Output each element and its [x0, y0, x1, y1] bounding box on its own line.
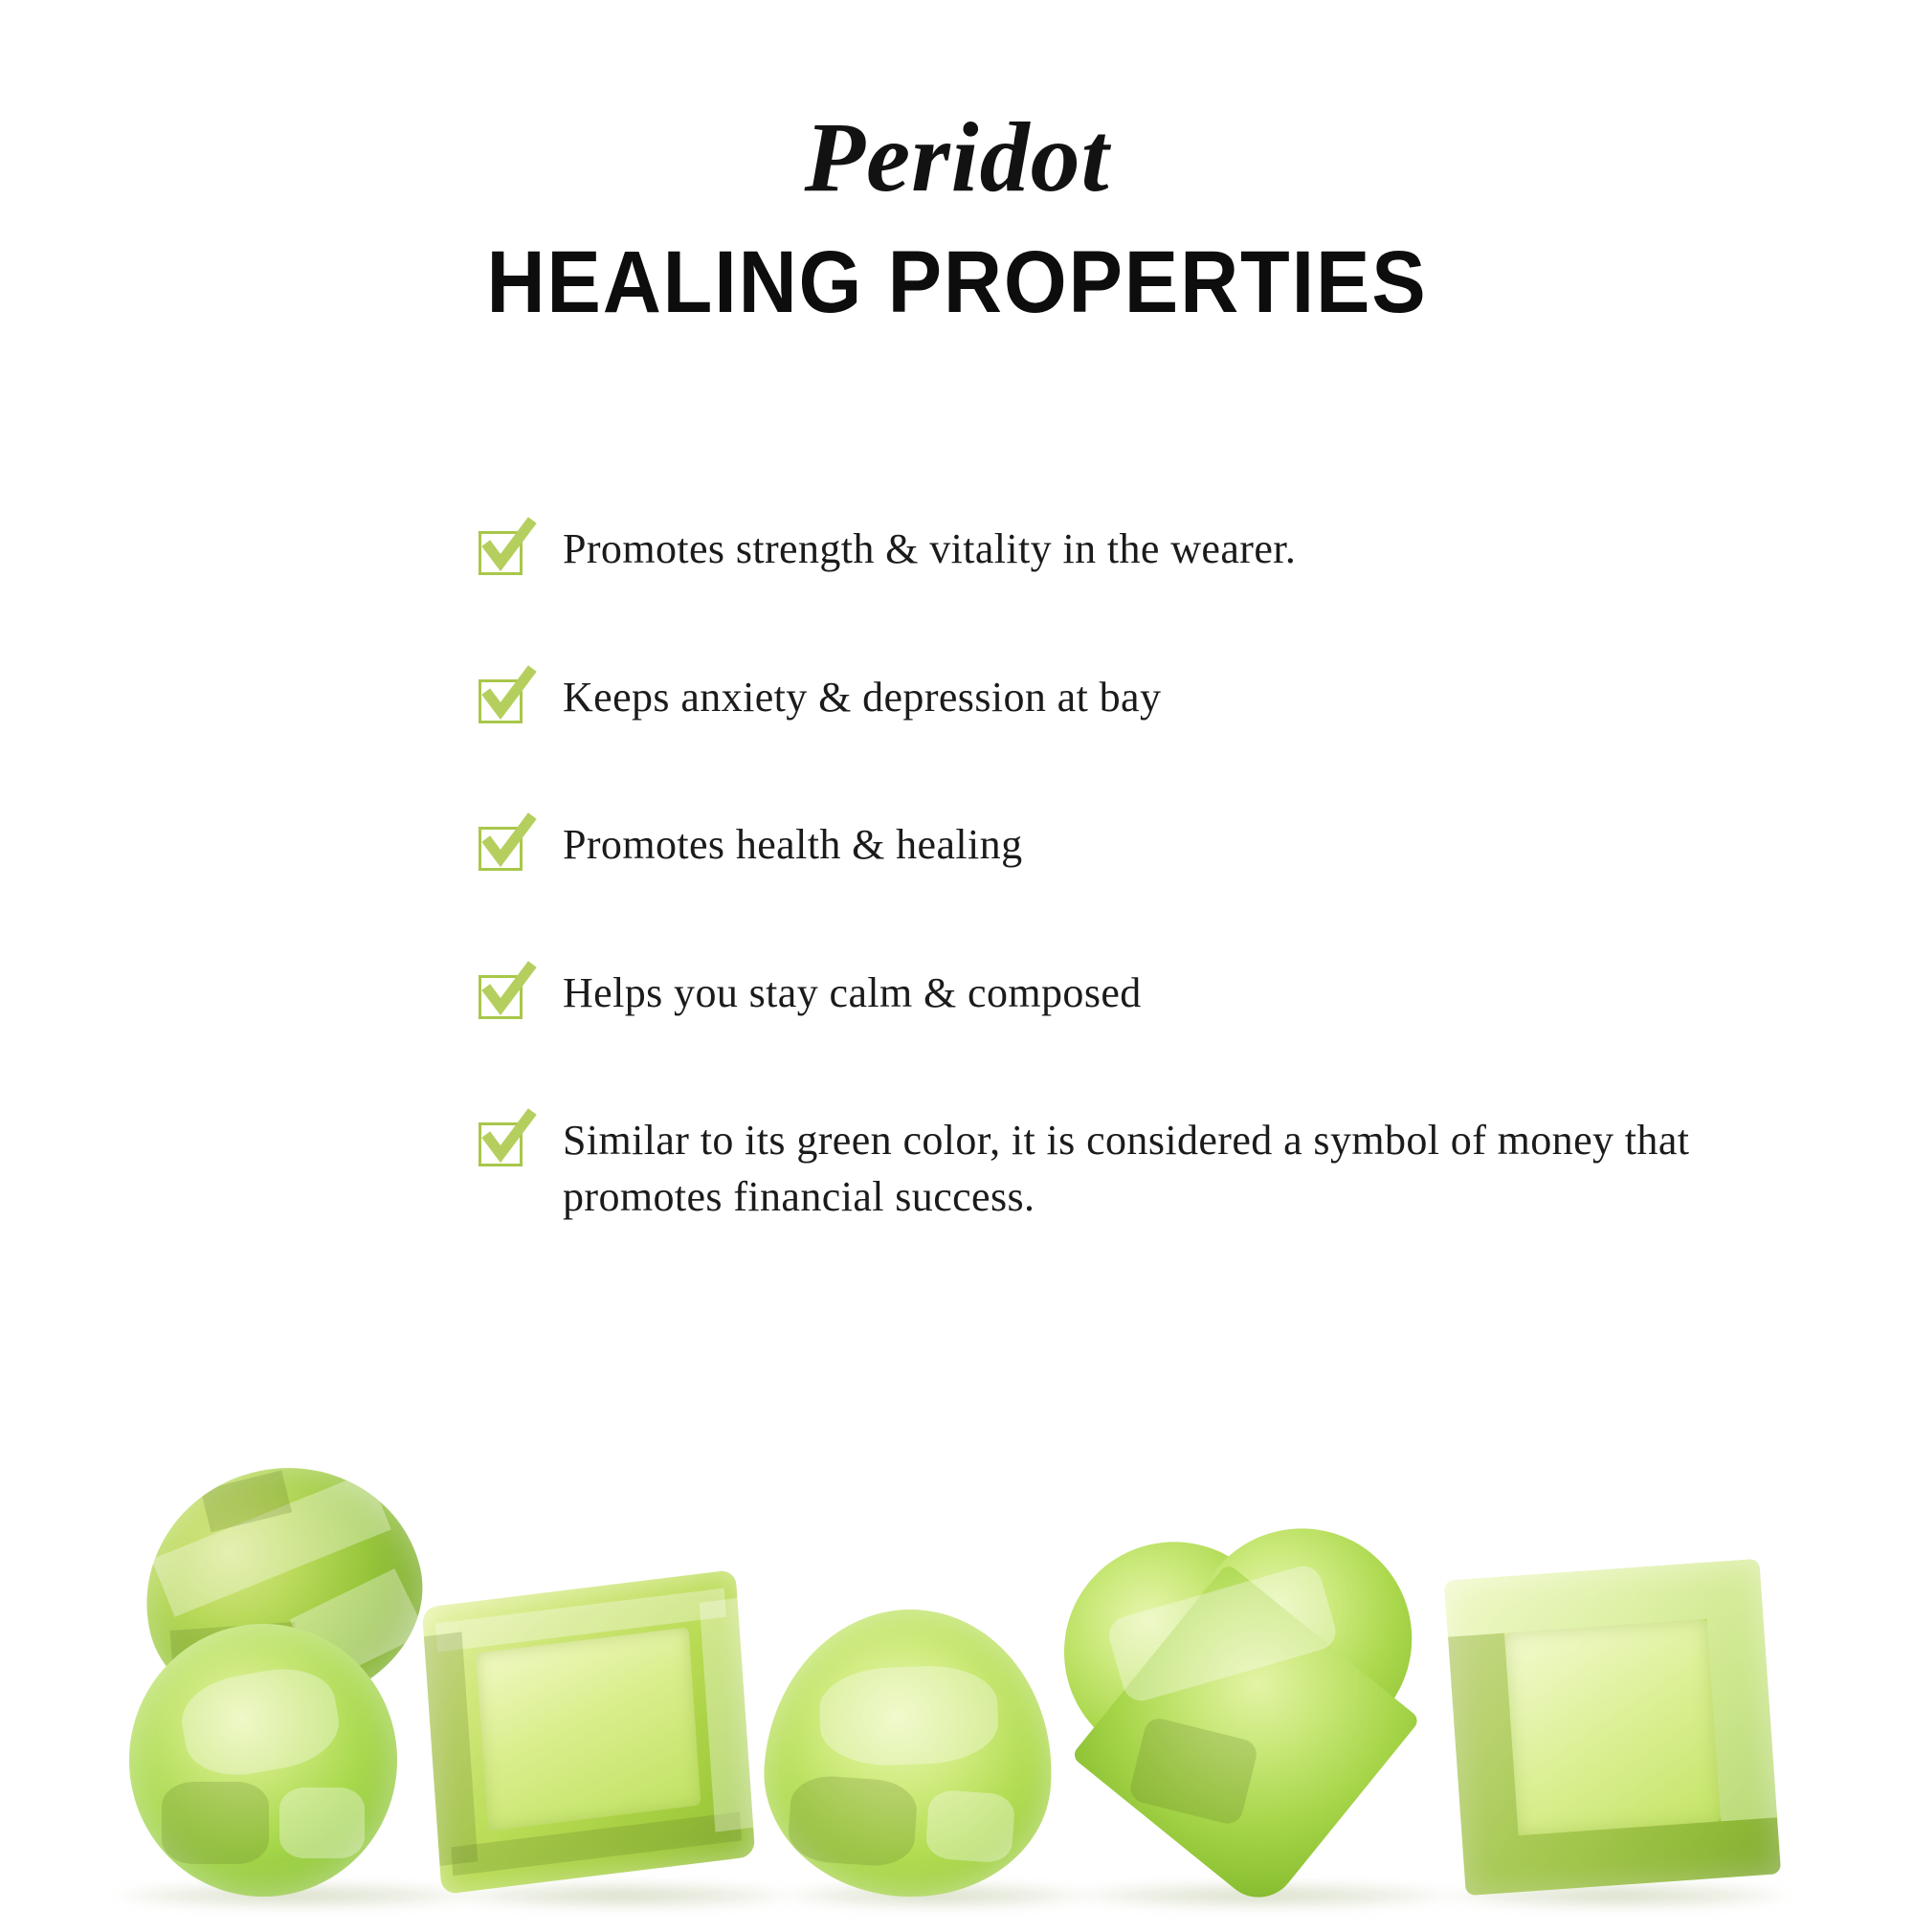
checkmark-icon [478, 679, 523, 723]
list-item [478, 522, 1780, 578]
healing-properties-list [478, 522, 1780, 1225]
list-item [478, 817, 1780, 874]
checkmark-icon [478, 975, 523, 1019]
checkmark-icon [478, 531, 523, 575]
page-title-main: HEALING PROPERTIES [486, 233, 1428, 332]
checkmark-icon [478, 1122, 523, 1166]
checkmark-icon [478, 827, 523, 871]
list-item [478, 966, 1780, 1022]
list-item [478, 1113, 1780, 1225]
poster-header [0, 102, 1914, 332]
list-item-text: Promotes health & healing [563, 821, 1023, 869]
peridot-gemstone-photo [0, 1378, 1914, 1914]
list-item-text: Keeps anxiety & depression at bay [563, 673, 1162, 721]
square-cut-peridot [1444, 1559, 1781, 1896]
round-cut-peridot [129, 1624, 397, 1897]
heart-cut-peridot [1044, 1503, 1444, 1903]
list-item-text: Promotes strength & vitality in the wearer. [563, 525, 1297, 572]
list-item-text: Similar to its green color, it is considered a symbol of money that promotes financial success. [563, 1117, 1690, 1220]
baguette-cut-peridot [422, 1569, 755, 1895]
list-item-text: Helps you stay calm & composed [563, 968, 1142, 1016]
list-item [478, 670, 1780, 726]
pear-cut-peridot [756, 1600, 1062, 1906]
page-title-script: Peridot [804, 102, 1110, 212]
